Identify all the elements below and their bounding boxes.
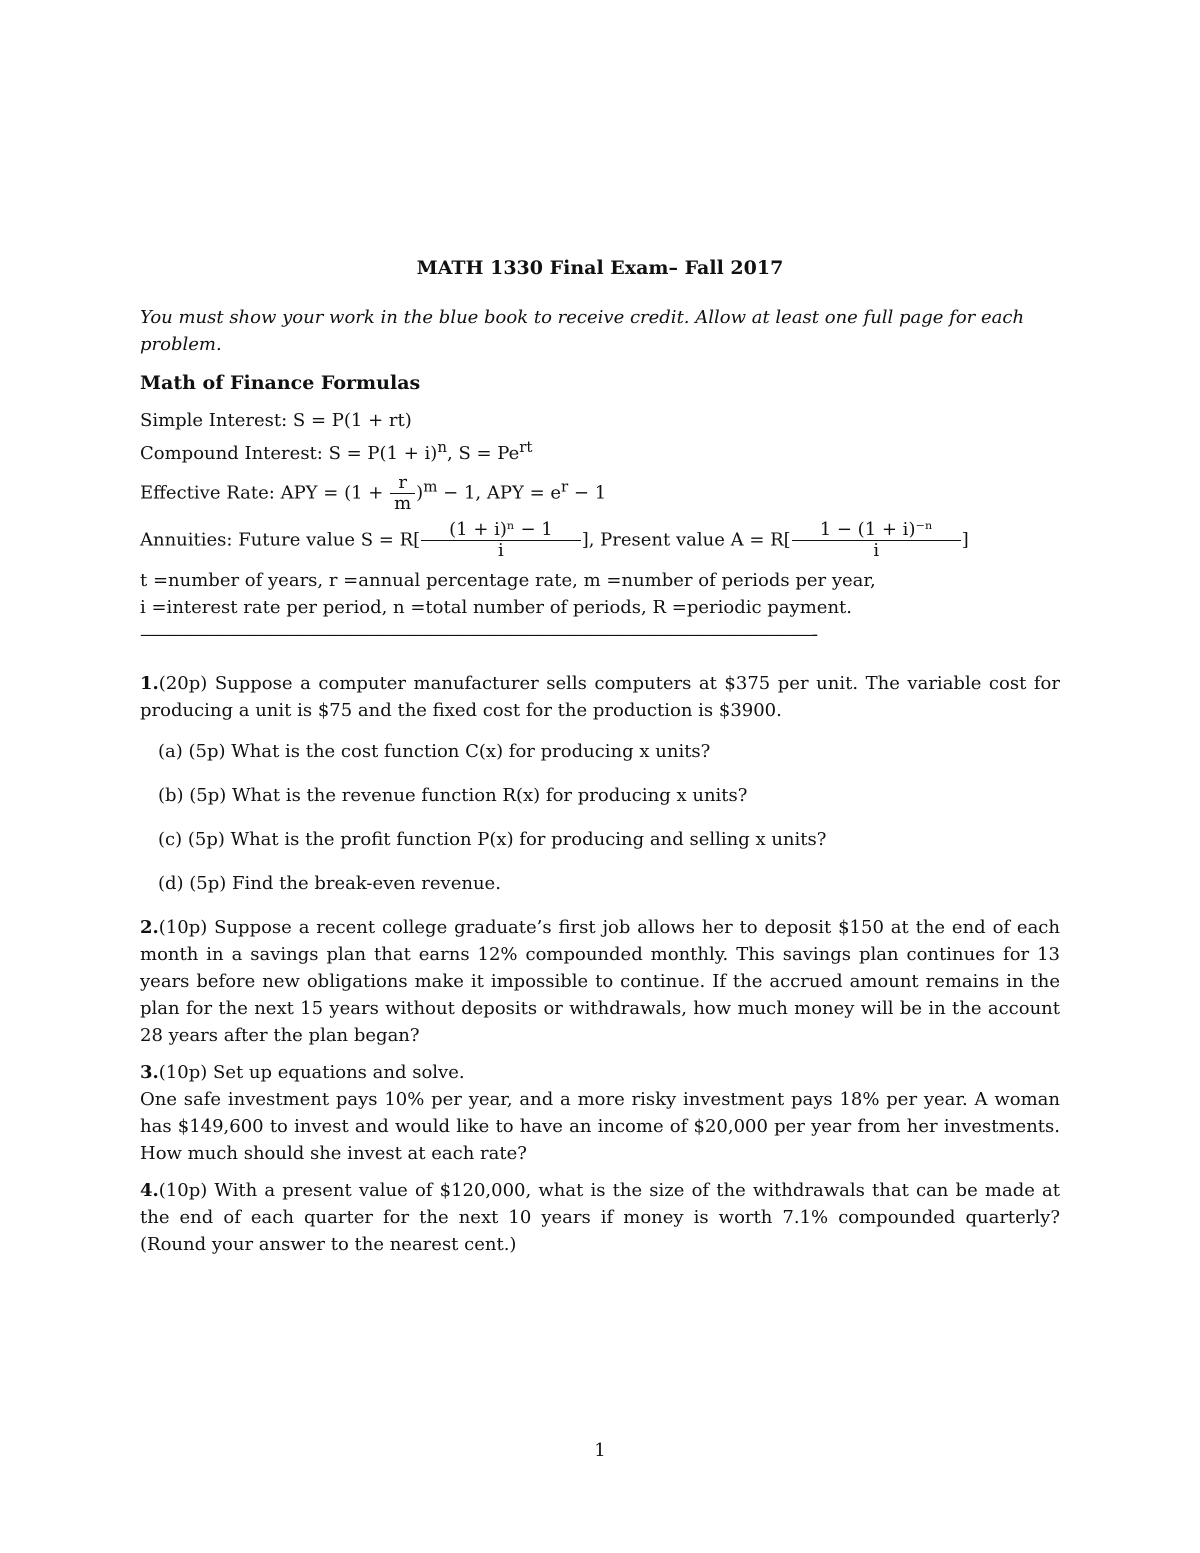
effective-label: Effective Rate: APY = (1 + bbox=[140, 482, 390, 504]
annuities-mid: ], Present value A = R[ bbox=[581, 529, 791, 551]
problem-1-part-b: (b) (5p) What is the revenue function R(x) for producing x units? bbox=[158, 785, 748, 806]
effective-end: − 1 bbox=[568, 482, 607, 504]
problem-1-part-d: (d) (5p) Find the break-even revenue. bbox=[158, 873, 501, 894]
compound-formula-2-exponent: rt bbox=[519, 438, 533, 456]
problem-3-number: 3. bbox=[140, 1062, 159, 1083]
present-value-fraction bbox=[792, 520, 961, 561]
future-value-fraction bbox=[421, 520, 581, 561]
problem-4 bbox=[140, 1177, 1060, 1258]
exam-title: MATH 1330 Final Exam– Fall 2017 bbox=[416, 257, 784, 279]
problem-1 bbox=[140, 670, 1060, 897]
annuities-end: ] bbox=[961, 529, 969, 551]
effective-fraction bbox=[390, 473, 415, 514]
effective-tail-exponent: r bbox=[561, 477, 569, 496]
present-value-numerator: 1 − (1 + i)⁻ⁿ bbox=[792, 520, 961, 541]
compound-interest-formula bbox=[140, 434, 1060, 467]
problem-3-text: (10p) Set up equations and solve. bbox=[158, 1062, 465, 1083]
page-number: 1 bbox=[594, 1440, 606, 1461]
effective-tail: − 1, APY = e bbox=[437, 482, 562, 504]
compound-formula-1: S = P(1 + i) bbox=[328, 443, 438, 464]
problem-1-text: (20p) Suppose a computer manufacturer sells computers at $375 per unit. The variable cost for producing a unit is $75 and the fixed cost for the production is $3900. bbox=[140, 673, 1060, 721]
separator-rule: ——————————————————————————————————————————- bbox=[140, 624, 817, 645]
effective-fraction-numerator: r bbox=[390, 473, 415, 494]
instructions: You must show your work in the blue book to receive credit. Allow at least one full page for each problem. bbox=[140, 307, 1025, 355]
problem-3-body: One safe investment pays 10% per year, and a more risky investment pays 18% per year. A woman has $149,600 to invest and would like to have an income of $20,000 per year from her investments. How much should she invest at each rate? bbox=[140, 1089, 1060, 1164]
effective-rate-formula bbox=[140, 473, 1060, 514]
future-value-denominator: i bbox=[498, 540, 504, 561]
effective-after: ) bbox=[416, 482, 424, 504]
simple-interest-formula: Simple Interest: S = P(1 + rt) bbox=[140, 410, 412, 431]
annuities-formula bbox=[140, 520, 1060, 561]
effective-exponent: m bbox=[423, 477, 438, 496]
problem-4-text: (10p) With a present value of $120,000, what is the size of the withdrawals that can be made at the end of each quarter for the next 10 years if money is worth 7.1% compounded quarterly? (Round your answer to the nearest cent.) bbox=[140, 1180, 1060, 1255]
effective-fraction-denominator: m bbox=[394, 493, 412, 514]
problem-1-part-c: (c) (5p) What is the profit function P(x) for producing and selling x units? bbox=[158, 829, 827, 850]
problem-1-parts bbox=[158, 738, 1060, 897]
problem-1-part-a: (a) (5p) What is the cost function C(x) for producing x units? bbox=[158, 741, 711, 762]
definitions-line-1: t =number of years, r =annual percentage rate, m =number of periods per year, bbox=[140, 570, 876, 591]
problem-2 bbox=[140, 914, 1060, 1049]
exam-page bbox=[140, 255, 1060, 1258]
formulas-heading: Math of Finance Formulas bbox=[140, 372, 421, 394]
problem-4-number: 4. bbox=[140, 1180, 159, 1201]
present-value-denominator: i bbox=[873, 540, 880, 561]
definitions-line-2: i =interest rate per period, n =total number of periods, R =periodic payment. bbox=[140, 597, 852, 618]
future-value-numerator: (1 + i)ⁿ − 1 bbox=[421, 520, 581, 541]
annuities-label: Annuities: Future value S = R[ bbox=[140, 529, 421, 551]
problem-1-number: 1. bbox=[140, 673, 159, 694]
problem-2-text: (10p) Suppose a recent college graduate’s first job allows her to deposit $150 at the end of each month in a savings plan that earns 12% compounded monthly. This savings plan continues for 13 years before new obligations make it impossible to continue. If the accrued amount remains in the plan for the next 15 years without deposits or withdrawals, how much money will be in the account 28 years after the plan began? bbox=[140, 917, 1060, 1046]
compound-label: Compound Interest: bbox=[140, 443, 329, 464]
compound-formula-1-exponent: n bbox=[437, 438, 447, 456]
problem-3 bbox=[140, 1059, 1060, 1167]
problem-2-number: 2. bbox=[140, 917, 159, 938]
compound-formula-2: , S = Pe bbox=[447, 443, 520, 464]
variable-definitions bbox=[140, 567, 1060, 648]
